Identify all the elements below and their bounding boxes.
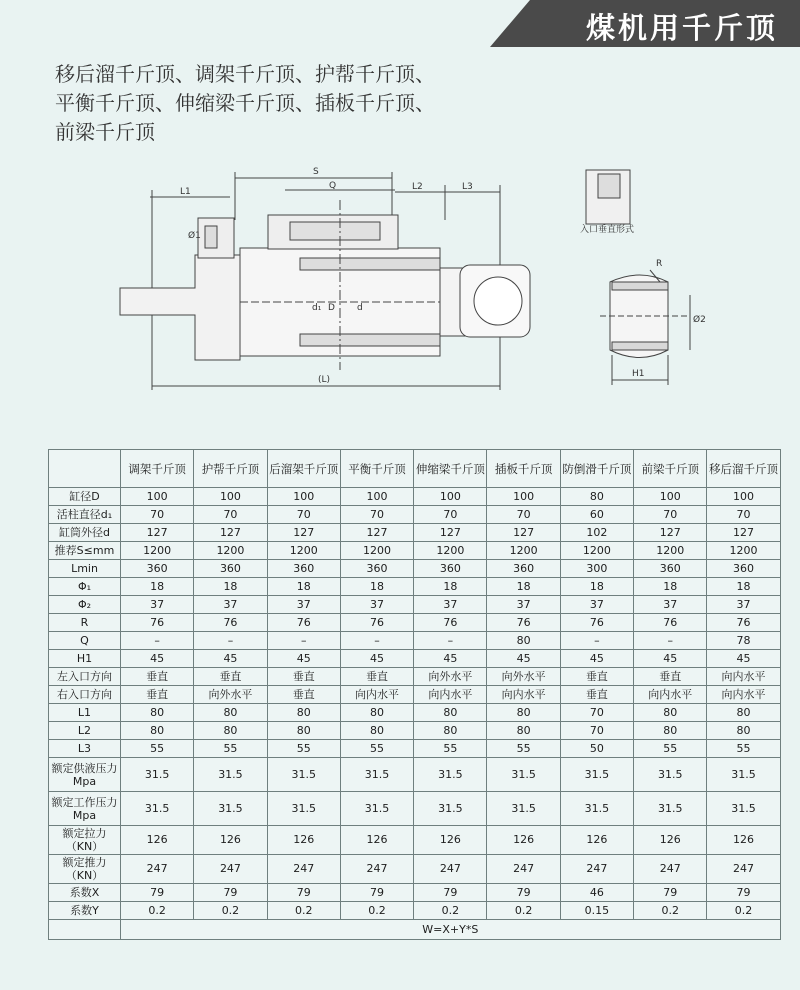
table-row [49,722,781,740]
table-cell: 127 [194,524,267,542]
table-cell: 80 [194,722,267,740]
table-cell: 360 [414,560,487,578]
label-l2: L2 [412,182,423,192]
table-cell: 127 [634,524,707,542]
table-cell: 127 [340,524,413,542]
table-cell: 126 [707,826,780,855]
table-cell: 向内水平 [414,686,487,704]
table-cell: 76 [340,614,413,632]
table-cell: 70 [267,506,340,524]
table-cell: 80 [707,704,780,722]
table-cell: 70 [634,506,707,524]
label-d1: d₁ [312,303,322,313]
table-cell: 45 [634,650,707,668]
row-label: Q [49,632,121,650]
table-cell: 76 [634,614,707,632]
table-cell: 垂直 [121,686,194,704]
table-cell: 55 [194,740,267,758]
table-cell: 126 [121,826,194,855]
table-cell: 55 [340,740,413,758]
table-cell: 0.2 [414,902,487,920]
table-cell: 45 [121,650,194,668]
label-L: (L) [318,375,331,385]
table-cell: 360 [267,560,340,578]
label-phi1: Ø1 [188,231,201,241]
table-cell: 70 [560,704,633,722]
table-cell: 80 [487,632,560,650]
table-cell: 126 [487,826,560,855]
table-cell: 247 [634,855,707,884]
row-label: 活柱直径d₁ [49,506,121,524]
table-cell: 31.5 [487,758,560,792]
table-cell: 垂直 [634,668,707,686]
table-cell: 向内水平 [707,686,780,704]
table-cell: 垂直 [121,668,194,686]
table-cell: 31.5 [194,758,267,792]
table-cell: 45 [267,650,340,668]
table-cell: 100 [634,488,707,506]
table-row [49,488,781,506]
table-cell: 126 [414,826,487,855]
table-cell: 80 [267,704,340,722]
table-row [49,632,781,650]
table-cell: 100 [194,488,267,506]
row-label: Φ₂ [49,596,121,614]
table-cell: 100 [340,488,413,506]
table-cell: 45 [414,650,487,668]
table-row [49,524,781,542]
product-list-text [55,60,495,147]
table-row [49,560,781,578]
table-cell: 80 [414,704,487,722]
row-label: R [49,614,121,632]
table-cell: 垂直 [560,668,633,686]
table-cell: 55 [707,740,780,758]
table-row [49,614,781,632]
table-cell: 126 [634,826,707,855]
table-row [49,792,781,826]
table-cell: – [340,632,413,650]
table-cell: 79 [340,884,413,902]
cylinder-drawing-svg [0,160,800,420]
table-cell: 70 [194,506,267,524]
formula-label-cell [49,920,121,940]
table-cell: 45 [194,650,267,668]
row-label: 缸筒外径d [49,524,121,542]
table-cell: 31.5 [414,792,487,826]
table-row [49,686,781,704]
table-cell: 向内水平 [707,668,780,686]
table-cell: 55 [267,740,340,758]
table-cell: 80 [340,722,413,740]
table-cell: 79 [194,884,267,902]
table-cell: 70 [707,506,780,524]
table-cell: 0.2 [707,902,780,920]
table-cell: 55 [634,740,707,758]
table-cell: 100 [487,488,560,506]
table-cell: 45 [707,650,780,668]
table-cell: 0.2 [634,902,707,920]
page-title: 煤机用千斤顶 [585,11,778,45]
header-cell: 防倒滑千斤顶 [560,450,633,488]
header-cell: 护帮千斤顶 [194,450,267,488]
table-cell: 垂直 [267,668,340,686]
table-cell: 垂直 [560,686,633,704]
row-label: 推荐S≤mm [49,542,121,560]
table-cell: 31.5 [121,792,194,826]
row-label: 系数Y [49,902,121,920]
table-cell: 向内水平 [340,686,413,704]
table-cell: 31.5 [487,792,560,826]
table-cell: 80 [487,704,560,722]
table-row [49,740,781,758]
table-cell: 80 [340,704,413,722]
table-cell: – [560,632,633,650]
table-cell: 247 [487,855,560,884]
header-cell: 插板千斤顶 [487,450,560,488]
table-cell: 1200 [340,542,413,560]
table-cell: 31.5 [634,792,707,826]
table-cell: – [194,632,267,650]
header-cell: 前梁千斤顶 [634,450,707,488]
table-cell: 79 [707,884,780,902]
table-cell: 向外水平 [194,686,267,704]
subtitle-line: 移后溜千斤顶、调架千斤顶、护帮千斤顶、 [55,62,435,86]
table-cell: 126 [267,826,340,855]
row-label: 额定工作压力Mpa [49,792,121,826]
table-cell: 1200 [634,542,707,560]
table-cell: 127 [414,524,487,542]
table-cell: 37 [560,596,633,614]
row-label: 缸径D [49,488,121,506]
table-row [49,855,781,884]
label-s: S [313,167,319,177]
table-cell: 100 [707,488,780,506]
table-cell: 31.5 [560,758,633,792]
table-row [49,826,781,855]
table-cell: 18 [487,578,560,596]
table-cell: 127 [707,524,780,542]
spec-table [48,449,781,940]
table-cell: 31.5 [267,792,340,826]
table-cell: 45 [340,650,413,668]
table-cell: 垂直 [267,686,340,704]
row-label: L3 [49,740,121,758]
table-cell: 1200 [267,542,340,560]
table-cell: 45 [487,650,560,668]
table-cell: 80 [560,488,633,506]
table-cell: 80 [707,722,780,740]
table-cell: 102 [560,524,633,542]
formula-row [49,920,781,940]
table-cell: 127 [121,524,194,542]
row-label: L2 [49,722,121,740]
table-cell: 360 [340,560,413,578]
table-cell: 37 [634,596,707,614]
formula-cell: W=X+Y*S [121,920,781,940]
table-cell: – [121,632,194,650]
table-cell: 55 [414,740,487,758]
table-cell: 1200 [560,542,633,560]
table-cell: 79 [121,884,194,902]
table-cell: 18 [121,578,194,596]
table-cell: 100 [267,488,340,506]
table-cell: 18 [267,578,340,596]
table-cell: 79 [414,884,487,902]
table-cell: 360 [194,560,267,578]
table-cell: 247 [414,855,487,884]
table-cell: 31.5 [634,758,707,792]
label-D: D [328,303,335,313]
label-phi2: Ø2 [693,315,706,325]
row-label: 额定供液压力Mpa [49,758,121,792]
table-cell: 79 [267,884,340,902]
table-cell: 55 [487,740,560,758]
row-label: 额定推力（KN） [49,855,121,884]
table-cell: 76 [414,614,487,632]
label-h1: H1 [632,369,645,379]
header-cell: 后溜架千斤顶 [267,450,340,488]
table-cell: 55 [121,740,194,758]
table-row [49,884,781,902]
table-cell: 垂直 [194,668,267,686]
table-cell: 80 [634,704,707,722]
header-cell: 移后溜千斤顶 [707,450,780,488]
table-cell: 18 [414,578,487,596]
table-cell: 100 [414,488,487,506]
row-label: Lmin [49,560,121,578]
table-cell: 76 [707,614,780,632]
table-cell: 247 [267,855,340,884]
table-cell: 向内水平 [487,686,560,704]
table-row [49,758,781,792]
table-row [49,596,781,614]
table-cell: 80 [121,722,194,740]
row-label: L1 [49,704,121,722]
table-cell: – [634,632,707,650]
row-label: 额定拉力（KN） [49,826,121,855]
row-label: 系数X [49,884,121,902]
table-cell: 垂直 [340,668,413,686]
table-row [49,704,781,722]
table-cell: 0.2 [121,902,194,920]
table-cell: 向外水平 [487,668,560,686]
table-cell: 31.5 [267,758,340,792]
table-cell: 80 [634,722,707,740]
table-cell: 1200 [194,542,267,560]
table-cell: 18 [634,578,707,596]
table-cell: 37 [340,596,413,614]
row-label: H1 [49,650,121,668]
table-cell: 70 [414,506,487,524]
table-cell: 80 [121,704,194,722]
table-cell: 76 [194,614,267,632]
table-cell: 0.2 [487,902,560,920]
table-cell: 126 [340,826,413,855]
table-cell: 360 [121,560,194,578]
table-cell: 76 [487,614,560,632]
table-cell: 37 [707,596,780,614]
table-cell: 37 [414,596,487,614]
table-cell: 247 [121,855,194,884]
table-cell: 1200 [121,542,194,560]
table-cell: 126 [560,826,633,855]
table-cell: 18 [560,578,633,596]
table-cell: 37 [267,596,340,614]
label-q: Q [329,181,337,191]
table-cell: 247 [194,855,267,884]
table-cell: 0.2 [194,902,267,920]
table-cell: 360 [707,560,780,578]
table-cell: 18 [707,578,780,596]
table-cell: 80 [487,722,560,740]
table-cell: 31.5 [414,758,487,792]
label-r: R [656,259,663,269]
table-cell: 18 [340,578,413,596]
header-cell: 伸缩梁千斤顶 [414,450,487,488]
table-cell: 360 [487,560,560,578]
table-cell: 76 [121,614,194,632]
subtitle-line: 前梁千斤顶 [55,120,155,144]
table-cell: – [267,632,340,650]
table-row [49,650,781,668]
table-header-row [49,450,781,488]
table-cell: 360 [634,560,707,578]
table-cell: 126 [194,826,267,855]
row-label: 左入口方向 [49,668,121,686]
header-cell: 调架千斤顶 [121,450,194,488]
table-cell: 50 [560,740,633,758]
inlet-caption: 入口垂直形式 [580,225,635,235]
table-cell: 0.2 [340,902,413,920]
label-d: d [357,303,363,313]
table-row [49,668,781,686]
table-cell: 80 [414,722,487,740]
table-cell: 247 [707,855,780,884]
row-label: Φ₁ [49,578,121,596]
table-cell: 80 [267,722,340,740]
table-cell: 127 [487,524,560,542]
table-cell: 37 [487,596,560,614]
table-cell: 1200 [487,542,560,560]
table-row [49,506,781,524]
row-label: 右入口方向 [49,686,121,704]
table-cell: 31.5 [340,758,413,792]
table-cell: 向外水平 [414,668,487,686]
table-cell: 31.5 [121,758,194,792]
table-cell: 31.5 [340,792,413,826]
subtitle-line: 平衡千斤顶、伸缩梁千斤顶、插板千斤顶、 [55,91,435,115]
table-cell: 78 [707,632,780,650]
table-cell: 31.5 [194,792,267,826]
table-cell: 76 [560,614,633,632]
header-cell [49,450,121,488]
table-cell: 76 [267,614,340,632]
table-cell: 80 [194,704,267,722]
table-cell: 46 [560,884,633,902]
table-cell: 37 [121,596,194,614]
table-cell: 31.5 [560,792,633,826]
table-cell: 45 [560,650,633,668]
table-cell: 70 [121,506,194,524]
table-cell: 127 [267,524,340,542]
label-l1: L1 [180,187,191,197]
table-cell: 79 [487,884,560,902]
table-cell: 0.15 [560,902,633,920]
table-cell: 31.5 [707,758,780,792]
table-cell: 70 [487,506,560,524]
table-cell: 18 [194,578,267,596]
table-cell: 60 [560,506,633,524]
table-row [49,578,781,596]
table-row [49,902,781,920]
table-cell: 247 [560,855,633,884]
table-cell: 70 [560,722,633,740]
table-cell: 向内水平 [634,686,707,704]
table-cell: 300 [560,560,633,578]
cylinder-drawing [0,160,800,420]
table-cell: 31.5 [707,792,780,826]
table-cell: 247 [340,855,413,884]
table-cell: 79 [634,884,707,902]
label-l3: L3 [462,182,473,192]
table-cell: 100 [121,488,194,506]
table-cell: 37 [194,596,267,614]
table-cell: 1200 [707,542,780,560]
table-cell: 1200 [414,542,487,560]
header-cell: 平衡千斤顶 [340,450,413,488]
table-cell: – [414,632,487,650]
table-row [49,542,781,560]
table-cell: 0.2 [267,902,340,920]
table-cell: 70 [340,506,413,524]
